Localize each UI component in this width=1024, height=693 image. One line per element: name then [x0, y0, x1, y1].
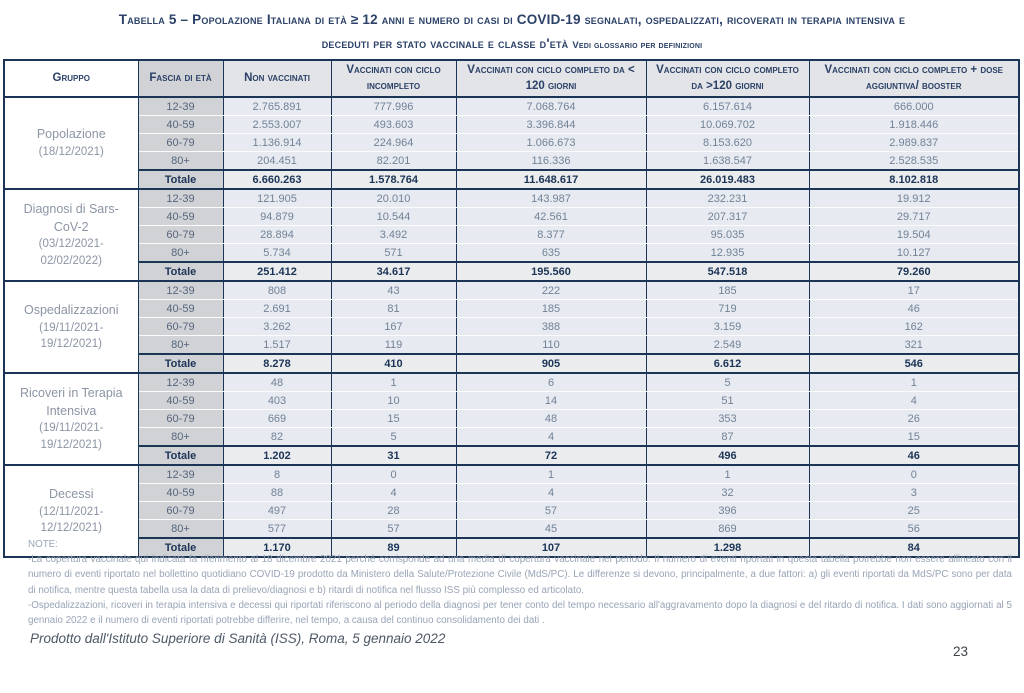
value-cell: 5.734	[223, 244, 331, 263]
value-cell: 185	[456, 300, 646, 318]
group-name: Ricoveri in Terapia Intensiva	[19, 386, 123, 418]
value-cell: 10	[331, 392, 456, 410]
value-cell: 15	[809, 428, 1019, 447]
value-cell: 3.492	[331, 226, 456, 244]
group-cell	[4, 373, 138, 465]
group-cell	[4, 189, 138, 281]
value-cell: 4	[456, 428, 646, 447]
notes	[28, 537, 1012, 628]
table-row	[4, 152, 1019, 171]
table-row	[4, 392, 1019, 410]
group-cell	[4, 281, 138, 373]
table-row	[4, 189, 1019, 208]
vaccination-status-table	[3, 59, 1020, 558]
age-band-cell: 12-39	[138, 281, 223, 300]
total-value-cell: 547.518	[646, 262, 809, 281]
value-cell: 1	[809, 373, 1019, 392]
value-cell: 81	[331, 300, 456, 318]
total-value-cell: 6.612	[646, 354, 809, 373]
table-row	[4, 336, 1019, 355]
glossary-note: Vedi glossario per definizioni	[572, 39, 703, 51]
age-band-cell: 60-79	[138, 318, 223, 336]
table-row	[4, 484, 1019, 502]
age-band-cell: 12-39	[138, 189, 223, 208]
value-cell: 167	[331, 318, 456, 336]
value-cell: 1.517	[223, 336, 331, 355]
value-cell: 669	[223, 410, 331, 428]
total-value-cell: 1.202	[223, 446, 331, 465]
total-value-cell: 79.260	[809, 262, 1019, 281]
age-band-cell: 60-79	[138, 410, 223, 428]
total-label-cell: Totale	[138, 262, 223, 281]
value-cell: 19.504	[809, 226, 1019, 244]
group-period: (19/11/2021-19/12/2021)	[39, 422, 104, 451]
value-cell: 1	[331, 373, 456, 392]
value-cell: 3.159	[646, 318, 809, 336]
total-label-cell: Totale	[138, 170, 223, 189]
value-cell: 2.691	[223, 300, 331, 318]
value-cell: 32	[646, 484, 809, 502]
total-value-cell: 107	[456, 538, 646, 557]
value-cell: 3.262	[223, 318, 331, 336]
age-band-cell: 40-59	[138, 116, 223, 134]
value-cell: 497	[223, 502, 331, 520]
table-row	[4, 318, 1019, 336]
group-period: (19/11/2021-19/12/2021)	[39, 321, 104, 350]
value-cell: 403	[223, 392, 331, 410]
value-cell: 2.528.535	[809, 152, 1019, 171]
value-cell: 45	[456, 520, 646, 539]
value-cell: 7.068.764	[456, 97, 646, 116]
table-row	[4, 410, 1019, 428]
table-row	[4, 281, 1019, 300]
value-cell: 396	[646, 502, 809, 520]
page-number: 23	[952, 644, 968, 659]
value-cell: 19.912	[809, 189, 1019, 208]
column-header: Vaccinati con ciclo completo da >120 giorni	[646, 60, 809, 97]
value-cell: 5	[331, 428, 456, 447]
total-value-cell: 72	[456, 446, 646, 465]
group-name: Ospedalizzazioni	[24, 303, 119, 318]
table-row	[4, 373, 1019, 392]
age-band-cell: 40-59	[138, 208, 223, 226]
age-band-cell: 60-79	[138, 502, 223, 520]
age-band-cell: 40-59	[138, 484, 223, 502]
age-band-cell: 60-79	[138, 226, 223, 244]
value-cell: 10.127	[809, 244, 1019, 263]
value-cell: 0	[331, 465, 456, 484]
total-label-cell: Totale	[138, 446, 223, 465]
title-line-1: Tabella 5 – Popolazione Italiana di età ≥ 12 anni e numero di casi di COVID-19 segnalati, ospedalizzati, ricoverati in terapia intensiva e	[118, 12, 906, 27]
table-row	[4, 226, 1019, 244]
value-cell: 29.717	[809, 208, 1019, 226]
table-row	[4, 502, 1019, 520]
value-cell: 3.396.844	[456, 116, 646, 134]
notes-heading: NOTE:	[28, 539, 58, 550]
column-header: Vaccinati con ciclo completo da < 120 giorni	[456, 60, 646, 97]
age-band-cell: 40-59	[138, 300, 223, 318]
value-cell: 28.894	[223, 226, 331, 244]
table-row	[4, 244, 1019, 263]
value-cell: 43	[331, 281, 456, 300]
value-cell: 10.544	[331, 208, 456, 226]
total-value-cell: 46	[809, 446, 1019, 465]
value-cell: 57	[456, 502, 646, 520]
value-cell: 2.553.007	[223, 116, 331, 134]
value-cell: 1	[646, 465, 809, 484]
value-cell: 57	[331, 520, 456, 539]
value-cell: 6.157.614	[646, 97, 809, 116]
table-row	[4, 300, 1019, 318]
value-cell: 204.451	[223, 152, 331, 171]
group-name: Popolazione	[36, 127, 106, 142]
value-cell: 232.231	[646, 189, 809, 208]
total-value-cell: 11.648.617	[456, 170, 646, 189]
table-row	[4, 208, 1019, 226]
total-value-cell: 8.102.818	[809, 170, 1019, 189]
value-cell: 82.201	[331, 152, 456, 171]
total-value-cell: 26.019.483	[646, 170, 809, 189]
table-row	[4, 97, 1019, 116]
value-cell: 719	[646, 300, 809, 318]
column-header: Vaccinati con ciclo completo + dose aggiuntiva/ booster	[809, 60, 1019, 97]
value-cell: 4	[809, 392, 1019, 410]
total-value-cell: 410	[331, 354, 456, 373]
value-cell: 0	[809, 465, 1019, 484]
group-name: Decessi	[49, 487, 94, 502]
value-cell: 1.136.914	[223, 134, 331, 152]
value-cell: 321	[809, 336, 1019, 355]
value-cell: 116.336	[456, 152, 646, 171]
table-row	[4, 428, 1019, 447]
value-cell: 388	[456, 318, 646, 336]
total-value-cell: 905	[456, 354, 646, 373]
value-cell: 2.549	[646, 336, 809, 355]
group-period: (12/11/2021-12/12/2021)	[39, 505, 104, 534]
value-cell: 1.066.673	[456, 134, 646, 152]
value-cell: 82	[223, 428, 331, 447]
value-cell: 577	[223, 520, 331, 539]
table-row	[4, 116, 1019, 134]
total-label-cell: Totale	[138, 354, 223, 373]
group-name: Diagnosi di Sars-CoV-2	[23, 202, 119, 234]
table-row	[4, 465, 1019, 484]
value-cell: 4	[331, 484, 456, 502]
value-cell: 207.317	[646, 208, 809, 226]
total-value-cell: 1.578.764	[331, 170, 456, 189]
value-cell: 808	[223, 281, 331, 300]
value-cell: 8.377	[456, 226, 646, 244]
value-cell: 2.989.837	[809, 134, 1019, 152]
value-cell: 46	[809, 300, 1019, 318]
total-row	[4, 170, 1019, 189]
value-cell: 222	[456, 281, 646, 300]
value-cell: 1	[456, 465, 646, 484]
value-cell: 17	[809, 281, 1019, 300]
value-cell: 8.153.620	[646, 134, 809, 152]
total-label-cell: Totale	[138, 538, 223, 557]
value-cell: 48	[456, 410, 646, 428]
age-band-cell: 80+	[138, 336, 223, 355]
column-header: Gruppo	[4, 60, 138, 97]
total-value-cell: 1.298	[646, 538, 809, 557]
value-cell: 42.561	[456, 208, 646, 226]
total-value-cell: 6.660.263	[223, 170, 331, 189]
value-cell: 87	[646, 428, 809, 447]
value-cell: 95.035	[646, 226, 809, 244]
table-title	[0, 8, 1024, 55]
group-period: (03/12/2021-02/02/2022)	[38, 238, 104, 267]
total-value-cell: 251.412	[223, 262, 331, 281]
value-cell: 143.987	[456, 189, 646, 208]
value-cell: 25	[809, 502, 1019, 520]
value-cell: 353	[646, 410, 809, 428]
value-cell: 10.069.702	[646, 116, 809, 134]
total-value-cell: 84	[809, 538, 1019, 557]
value-cell: 51	[646, 392, 809, 410]
value-cell: 493.603	[331, 116, 456, 134]
total-value-cell: 1.170	[223, 538, 331, 557]
total-row	[4, 354, 1019, 373]
total-row	[4, 262, 1019, 281]
value-cell: 224.964	[331, 134, 456, 152]
age-band-cell: 12-39	[138, 373, 223, 392]
value-cell: 571	[331, 244, 456, 263]
value-cell: 2.765.891	[223, 97, 331, 116]
value-cell: 5	[646, 373, 809, 392]
value-cell: 666.000	[809, 97, 1019, 116]
value-cell: 56	[809, 520, 1019, 539]
group-period: (18/12/2021)	[38, 145, 104, 158]
age-band-cell: 80+	[138, 244, 223, 263]
value-cell: 15	[331, 410, 456, 428]
value-cell: 88	[223, 484, 331, 502]
age-band-cell: 80+	[138, 428, 223, 447]
value-cell: 14	[456, 392, 646, 410]
table-row	[4, 134, 1019, 152]
note-item-1: -La copertura vaccinale qui indicata fa riferimento al 18 dicembre 2021 perché corrisponde ad una media di copertura vaccinale nel periodo. Il numero di eventi riportati in questa tabella potrebbe non essere allineato con il numero di eventi riportato nel bollettino quotidiano COVID-19 prodotto da Ministero della Salute/Protezione Civile (MdS/PC). Le differenze si devono, principalmente, a due fattori: a) gli eventi riportati da MdS/PC sono per data di notifica, mentre questa tabella usa la data di prelievo/diagnosi e b) ritardi di notifica nel flusso ISS più complesso ed articolato.	[28, 554, 1012, 596]
table-body	[4, 97, 1019, 557]
value-cell: 12.935	[646, 244, 809, 263]
total-value-cell: 195.560	[456, 262, 646, 281]
value-cell: 94.879	[223, 208, 331, 226]
value-cell: 48	[223, 373, 331, 392]
value-cell: 635	[456, 244, 646, 263]
title-line-2	[0, 32, 1024, 56]
note-item-2: -Ospedalizzazioni, ricoveri in terapia intensiva e decessi qui riportati riferiscono al periodo della diagnosi per tener conto del tempo necessario all'aggravamento dopo la diagnosi e del ritardo di notifica. I dati sono aggiornati al 5 gennaio 2022 e il numero di eventi riportati potrebbe differire, nel tempo, a causa del continuo consolidamento dei dati .	[28, 599, 1012, 626]
age-band-cell: 80+	[138, 520, 223, 539]
value-cell: 1.918.446	[809, 116, 1019, 134]
column-header: Non vaccinati	[223, 60, 331, 97]
value-cell: 26	[809, 410, 1019, 428]
total-value-cell: 8.278	[223, 354, 331, 373]
value-cell: 777.996	[331, 97, 456, 116]
value-cell: 4	[456, 484, 646, 502]
table-row	[4, 520, 1019, 539]
age-band-cell: 12-39	[138, 97, 223, 116]
age-band-cell: 80+	[138, 152, 223, 171]
total-row	[4, 446, 1019, 465]
value-cell: 28	[331, 502, 456, 520]
age-band-cell: 12-39	[138, 465, 223, 484]
value-cell: 121.905	[223, 189, 331, 208]
total-value-cell: 546	[809, 354, 1019, 373]
value-cell: 8	[223, 465, 331, 484]
value-cell: 6	[456, 373, 646, 392]
age-band-cell: 60-79	[138, 134, 223, 152]
total-value-cell: 34.617	[331, 262, 456, 281]
group-cell	[4, 97, 138, 189]
value-cell: 119	[331, 336, 456, 355]
value-cell: 869	[646, 520, 809, 539]
value-cell: 185	[646, 281, 809, 300]
column-header: Fascia di età	[138, 60, 223, 97]
value-cell: 162	[809, 318, 1019, 336]
footer-credit: Prodotto dall'Istituto Superiore di Sanità (ISS), Roma, 5 gennaio 2022	[30, 631, 446, 646]
value-cell: 110	[456, 336, 646, 355]
value-cell: 1.638.547	[646, 152, 809, 171]
value-cell: 20.010	[331, 189, 456, 208]
total-value-cell: 31	[331, 446, 456, 465]
total-value-cell: 89	[331, 538, 456, 557]
value-cell: 3	[809, 484, 1019, 502]
title-line-2-text: deceduti per stato vaccinale e classe d'età	[321, 35, 569, 51]
table-header-row	[4, 60, 1019, 97]
age-band-cell: 40-59	[138, 392, 223, 410]
total-value-cell: 496	[646, 446, 809, 465]
column-header: Vaccinati con ciclo incompleto	[331, 60, 456, 97]
